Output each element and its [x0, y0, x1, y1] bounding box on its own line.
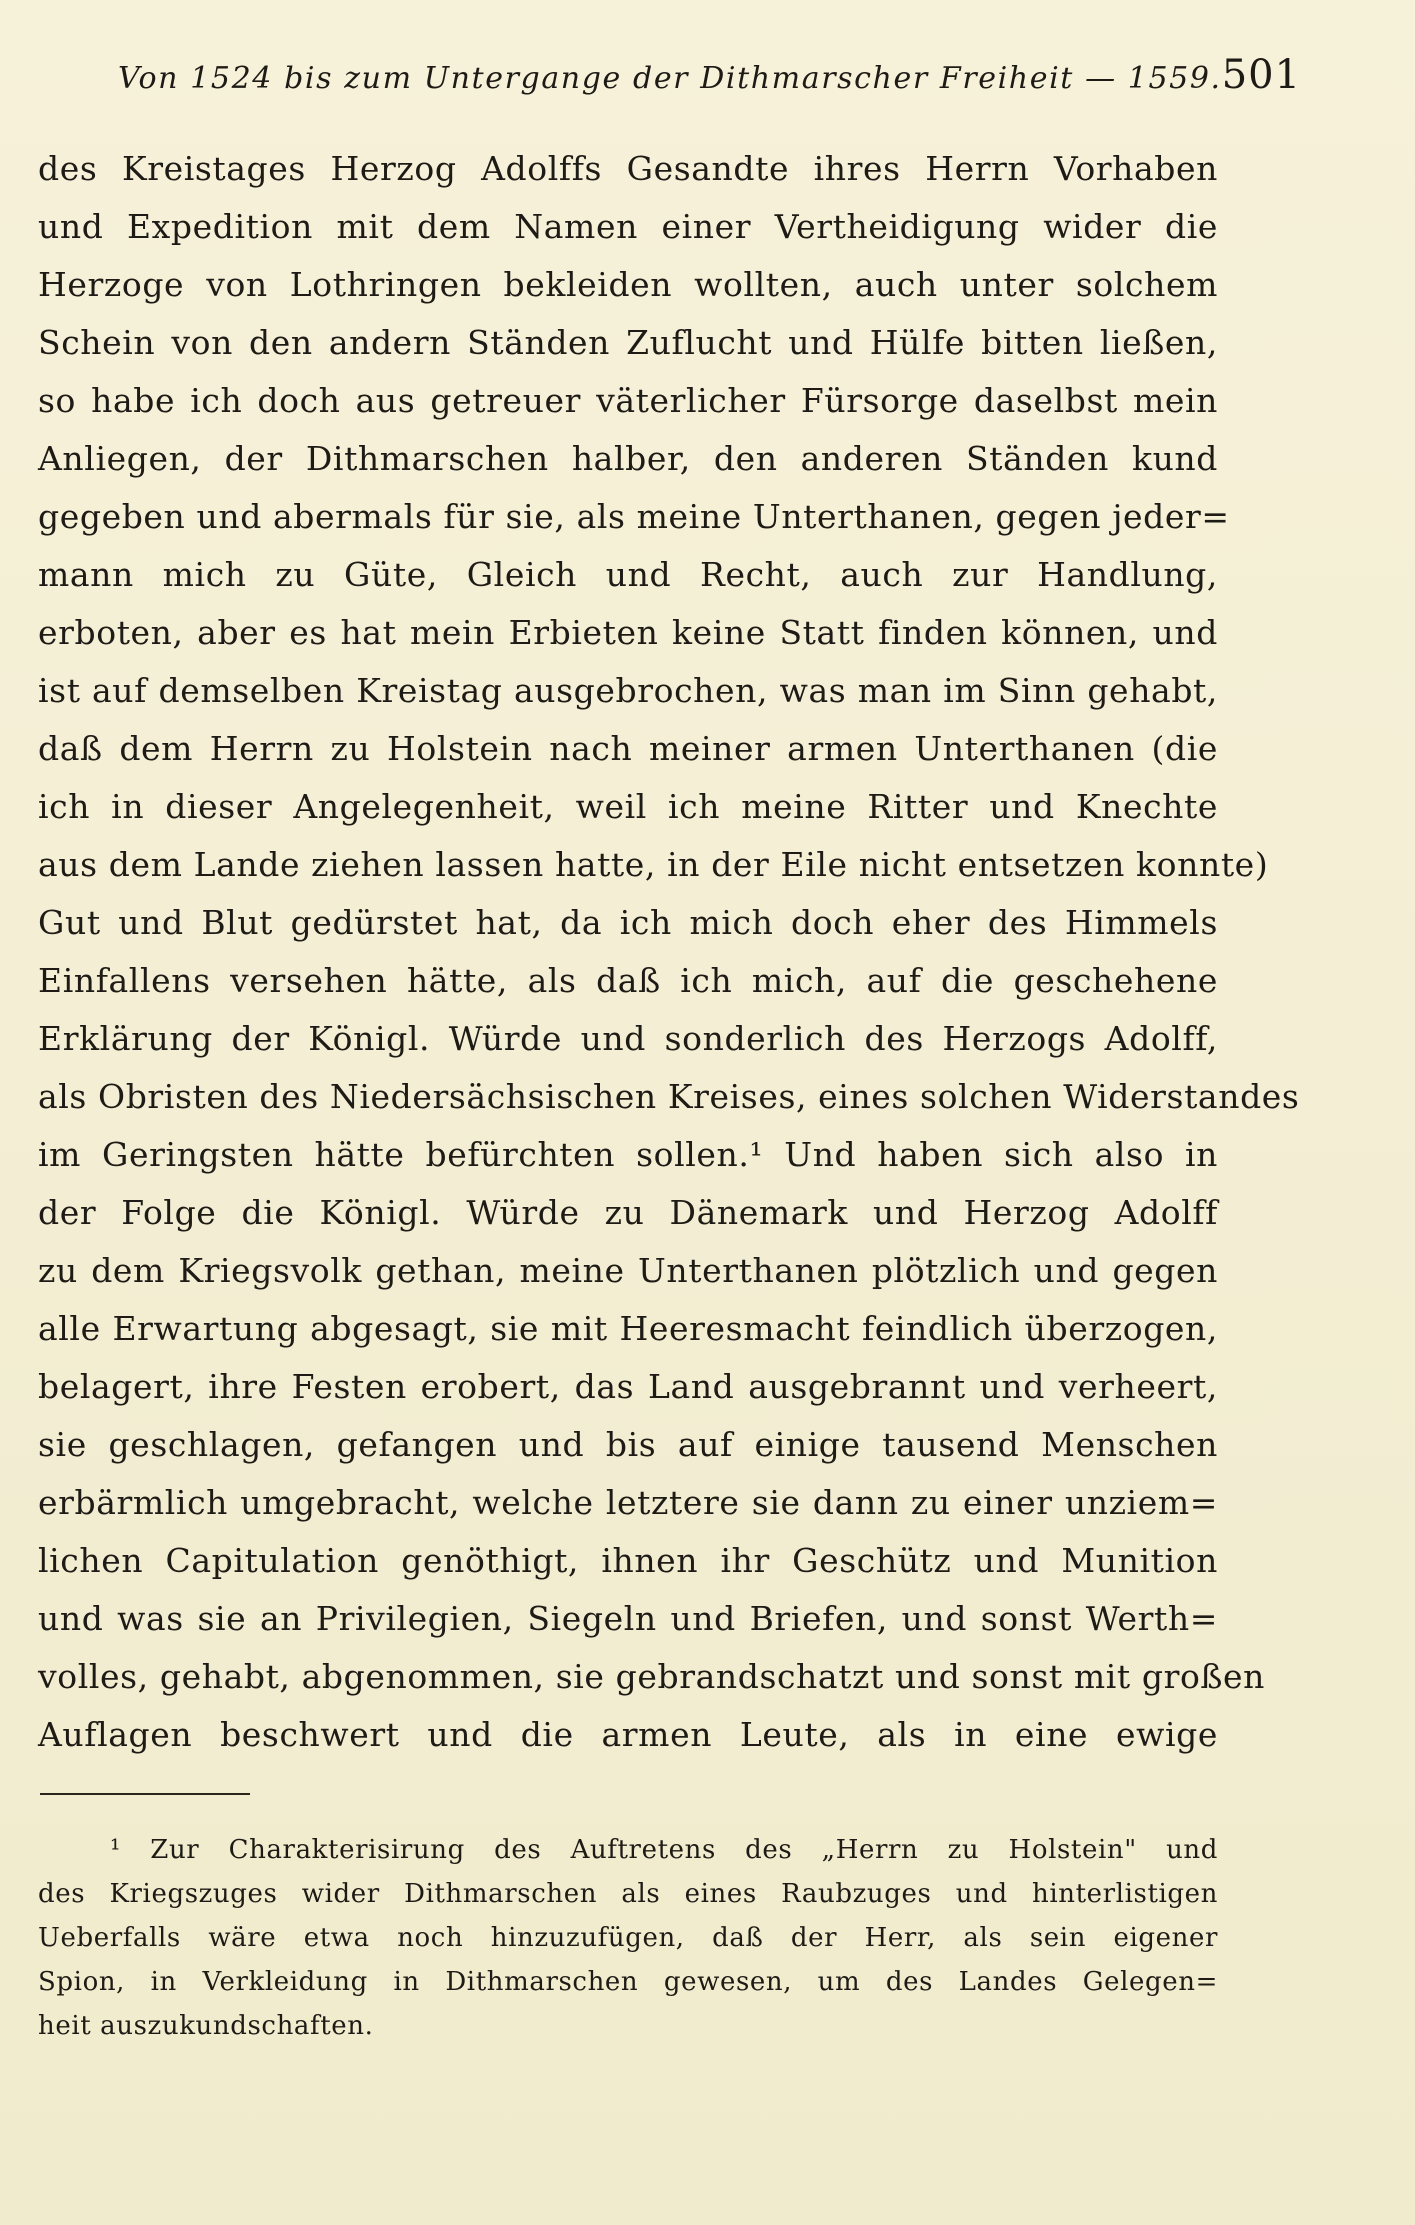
text-line: als Obristen des Niedersächsischen Kreises, eines solchen Widerstandes: [38, 1077, 1300, 1116]
main-text: [38, 140, 1300, 1764]
page-header: [118, 52, 1302, 106]
text-line: so habe ich doch aus getreuer väterlicher Fürsorge daselbst mein: [38, 381, 1218, 420]
text-line: ist auf demselben Kreistag ausgebrochen, was man im Sinn gehabt,: [38, 671, 1218, 710]
footnote: [38, 1828, 1218, 2048]
text-line: Einfallens versehen hätte, als daß ich mich, auf die geschehene: [38, 961, 1218, 1000]
text-line: Gut und Blut gedürstet hat, da ich mich doch eher des Himmels: [38, 903, 1218, 942]
text-line: Anliegen, der Dithmarschen halber, den anderen Ständen kund: [38, 439, 1218, 478]
text-line: des Kreistages Herzog Adolffs Gesandte ihres Herrn Vorhaben: [38, 149, 1218, 188]
text-line: ich in dieser Angelegenheit, weil ich meine Ritter und Knechte: [38, 787, 1218, 826]
text-line: Schein von den andern Ständen Zuflucht und Hülfe bitten ließen,: [38, 323, 1218, 362]
text-line: und Expedition mit dem Namen einer Vertheidigung wider die: [38, 207, 1218, 246]
text-line: erbärmlich umgebracht, welche letztere sie dann zu einer unziem=: [38, 1483, 1218, 1522]
text-line: gegeben und abermals für sie, als meine Unterthanen, gegen jeder=: [38, 497, 1230, 536]
text-line: aus dem Lande ziehen lassen hatte, in der Eile nicht entsetzen konnte): [38, 845, 1269, 884]
text-line: sie geschlagen, gefangen und bis auf einige tausend Menschen: [38, 1425, 1218, 1464]
text-line: der Folge die Königl. Würde zu Dänemark und Herzog Adolff: [38, 1193, 1218, 1232]
text-line: lichen Capitulation genöthigt, ihnen ihr Geschütz und Munition: [38, 1541, 1218, 1580]
text-line: Auflagen beschwert und die armen Leute, als in eine ewige: [38, 1715, 1218, 1754]
text-line: mann mich zu Güte, Gleich und Recht, auch zur Handlung,: [38, 555, 1218, 594]
footnote-line: des Kriegszuges wider Dithmarschen als eines Raubzuges und hinterlistigen: [38, 1879, 1218, 1909]
text-line: volles, gehabt, abgenommen, sie gebrandschatzt und sonst mit großen: [38, 1657, 1266, 1696]
running-head: Von 1524 bis zum Untergange der Dithmarscher Freiheit — 1559.: [118, 61, 1222, 96]
footnote-line: Ueberfalls wäre etwa noch hinzuzufügen, daß der Herr, als sein eigener: [38, 1923, 1218, 1953]
text-line: belagert, ihre Festen erobert, das Land ausgebrannt und verheert,: [38, 1367, 1218, 1406]
text-line: zu dem Kriegsvolk gethan, meine Unterthanen plötzlich und gegen: [38, 1251, 1218, 1290]
footnote-line: heit auszukundschaften.: [38, 2011, 374, 2041]
text-line: Erklärung der Königl. Würde und sonderlich des Herzogs Adolff,: [38, 1019, 1218, 1058]
text-line: Herzoge von Lothringen bekleiden wollten, auch unter solchem: [38, 265, 1218, 304]
footnote-divider: [40, 1793, 250, 1795]
footnote-line: Spion, in Verkleidung in Dithmarschen gewesen, um des Landes Gelegen=: [38, 1967, 1218, 1997]
footnote-line: ¹ Zur Charakterisirung des Auftretens des „Herrn zu Holstein" und: [110, 1835, 1218, 1865]
page-number: 501: [1221, 52, 1302, 98]
text-line: erboten, aber es hat mein Erbieten keine Statt finden können, und: [38, 613, 1218, 652]
text-line: und was sie an Privilegien, Siegeln und Briefen, und sonst Werth=: [38, 1599, 1218, 1638]
text-line: daß dem Herrn zu Holstein nach meiner armen Unterthanen (die: [38, 729, 1218, 768]
text-line: alle Erwartung abgesagt, sie mit Heeresmacht feindlich überzogen,: [38, 1309, 1218, 1348]
text-line: im Geringsten hätte befürchten sollen.¹ Und haben sich also in: [38, 1135, 1218, 1174]
